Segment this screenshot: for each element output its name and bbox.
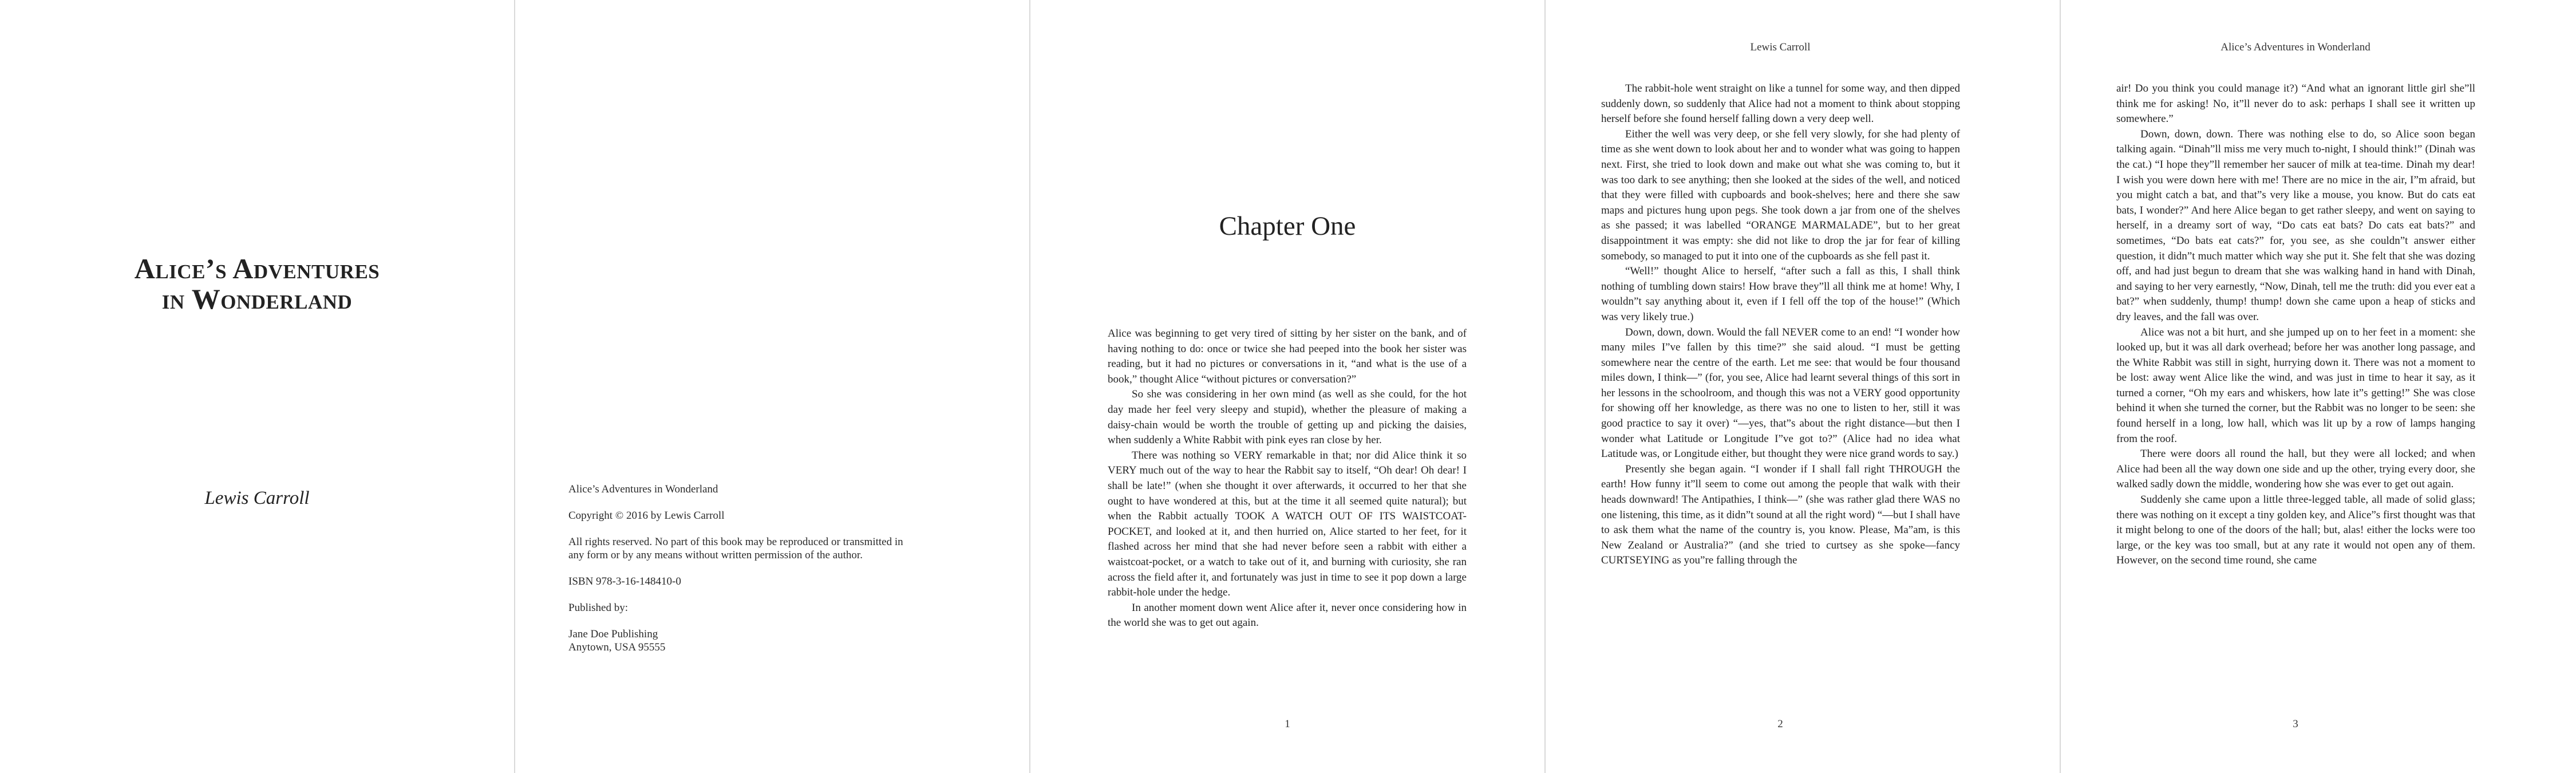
copyright-book-title: Alice’s Adventures in Wonderland xyxy=(568,483,718,495)
published-by-label: Published by: xyxy=(568,602,628,614)
chapter-body xyxy=(1108,326,1467,631)
paragraph: So she was considering in her own mind (as well as she could, for the hot day made her feel very sleepy and stupid), whether the pleasure of making a daisy-chain would be worth the trouble of getting up and picking the daisies, when suddenly a White Rabbit with pink eyes ran close by her. xyxy=(1108,388,1467,447)
book-title xyxy=(0,254,514,314)
running-head: Lewis Carroll xyxy=(1750,41,1811,53)
paragraph: air! Do you think you could manage it?) “And what an ignorant little girl she”ll think me for asking! No, it”ll never do to ask: perhaps I shall see it written up somewhere.” xyxy=(2116,82,2475,125)
paragraph: There were doors all round the hall, but they were all locked; and when Alice had been all the way down one side and up the other, trying every door, she walked sadly down the middle, wondering how she was ever to get out again. xyxy=(2116,448,2475,491)
running-head: Alice’s Adventures in Wonderland xyxy=(2221,41,2370,53)
paragraph: Alice was not a bit hurt, and she jumped up on to her feet in a moment: she looked up, but it was all dark overhead; before her was another long passage, and the White Rabbit was still in sight, hurrying down it. There was not a moment to be lost: away went Alice like the wind, and was just in time to hear it say, as it turned a corner, “Oh my ears and whiskers, how late it”s getting!” She was close behind it when she turned the corner, but the Rabbit was no longer to be seen: she found herself in a long, low hall, which was lit up by a row of lamps hanging from the roof. xyxy=(2116,326,2475,445)
title-line-1: Alice’s Adventures xyxy=(134,253,380,285)
paragraph: The rabbit-hole went straight on like a tunnel for some way, and then dipped suddenly down, so suddenly that Alice had not a moment to think about stopping herself before she found herself falling down a very deep well. xyxy=(1601,82,1960,125)
paragraph: Presently she began again. “I wonder if I shall fall right THROUGH the earth! How funny it”ll seem to come out among the people that walk with their heads downward! The Antipathies, I think—” (she was rather glad there WAS no one listening, this time, as it didn”t sound at all the right word) “—but I shall have to ask them what the name of the country is, you know. Please, Ma”am, is this New Zealand or Australia?” (and she tried to curtsey as she spoke—fancy CURTSEYING as you”re falling through the xyxy=(1601,463,1960,567)
paragraph: Down, down, down. There was nothing else to do, so Alice soon began talking again. “Dinah”ll miss me very much to-night, I should think!” (Dinah was the cat.) “I hope they”ll remember her saucer of milk at tea-time. Dinah my dear! I wish you were down here with me! There are no mice in the air, I”m afraid, but you might catch a bat, and that”s very like a mouse, you know. But do cats eat bats, I wonder?” And here Alice began to get rather sleepy, and went on saying to herself, in a dreamy sort of way, “Do cats eat bats? Do cats eat bats?” and sometimes, “Do bats eat cats?” for, you see, as she couldn”t answer either question, it didn”t much matter which way she put it. She felt that she was dozing off, and had just begun to dream that she was walking hand in hand with Dinah, and saying to her very earnestly, “Now, Dinah, tell me the truth: did you ever eat a bat?” when suddenly, thump! thump! down she came upon a heap of sticks and dry leaves, and the fall was over. xyxy=(2116,128,2475,323)
page-body xyxy=(2116,81,2475,569)
copyright-block xyxy=(568,483,912,667)
paragraph: “Well!” thought Alice to herself, “after such a fall as this, I shall think nothing of tumbling down stairs! How brave they”ll all think me at home! Why, I wouldn”t say anything about it, even if I fell off the top of the house!” (Which was very likely true.) xyxy=(1601,265,1960,323)
page-body xyxy=(1601,81,1960,569)
title-line-2: in Wonderland xyxy=(161,282,353,315)
page-number: 1 xyxy=(1285,718,1290,730)
title-page xyxy=(0,0,514,773)
publisher-name: Jane Doe Publishing xyxy=(568,628,658,640)
paragraph: In another moment down went Alice after it, never once considering how in the world she was to get out again. xyxy=(1108,601,1467,629)
page-number: 3 xyxy=(2293,718,2298,730)
paragraph: Either the well was very deep, or she fell very slowly, for she had plenty of time as she went down to look about her and to wonder what was going to happen next. First, she tried to look down and make out what she was coming to, but it was too dark to see anything; then she looked at the sides of the well, and noticed that they were filled with cupboards and book-shelves; here and there she saw maps and pictures hung upon pegs. She took down a jar from one of the shelves as she passed; it was labelled “ORANGE MARMALADE”, but to her great disappointment it was empty: she did not like to drop the jar for fear of killing somebody, so managed to put it into one of the cupboards as she fell past it. xyxy=(1601,128,1960,262)
publisher-address: Anytown, USA 95555 xyxy=(568,641,666,653)
page-3 xyxy=(2061,0,2576,773)
rights-statement: All rights reserved. No part of this book may be reproduced or transmitted in any form or by any means without written permission of the author. xyxy=(568,536,903,561)
copyright-page xyxy=(515,0,1029,773)
isbn: ISBN 978-3-16-148410-0 xyxy=(568,575,681,587)
copyright-notice: Copyright © 2016 by Lewis Carroll xyxy=(568,510,725,522)
paragraph: There was nothing so VERY remarkable in that; nor did Alice think it so VERY much out of the way to hear the Rabbit say to itself, “Oh dear! Oh dear! I shall be late!” (when she thought it over afterwards, it occurred to her that she ought to have wondered at this, but at the time it all seemed quite natural); but when the Rabbit actually TOOK A WATCH OUT OF ITS WAISTCOAT-POCKET, and looked at it, and then hurried on, Alice started to her feet, for it flashed across her mind that she had never before seen a rabbit with either a waistcoat-pocket, or a watch to take out of it, and burning with curiosity, she ran across the field after it, and fortunately was just in time to see it pop down a large rabbit-hole under the hedge. xyxy=(1108,449,1467,599)
chapter-one-page xyxy=(1030,0,1544,773)
paragraph: Alice was beginning to get very tired of sitting by her sister on the bank, and of having nothing to do: once or twice she had peeped into the book her sister was reading, but it had no pictures or conversations in it, “and what is the use of a book,” thought Alice “without pictures or conversation?” xyxy=(1108,328,1467,385)
page-2 xyxy=(1546,0,2060,773)
chapter-title: Chapter One xyxy=(1219,211,1356,241)
page-number: 2 xyxy=(1777,718,1783,730)
paragraph: Down, down, down. Would the fall NEVER come to an end! “I wonder how many miles I”ve fallen by this time?” she said aloud. “I must be getting somewhere near the centre of the earth. Let me see: that would be four thousand miles down, I think—” (for, you see, Alice had learnt several things of this sort in her lessons in the schoolroom, and though this was not a VERY good opportunity for showing off her knowledge, as there was no one to listen to her, still it was good practice to say it over) “—yes, that”s about the right distance—but then I wonder what Latitude or Longitude I”ve got to?” (Alice had no idea what Latitude was, or Longitude either, but thought they were nice grand words to say.) xyxy=(1601,326,1960,460)
author-name: Lewis Carroll xyxy=(204,488,310,508)
paragraph: Suddenly she came upon a little three-legged table, all made of solid glass; there was nothing on it except a tiny golden key, and Alice”s first thought was that it might belong to one of the doors of the hall; but, alas! either the locks were too large, or the key was too small, but at any rate it would not open any of them. However, on the second time round, she came xyxy=(2116,494,2475,567)
